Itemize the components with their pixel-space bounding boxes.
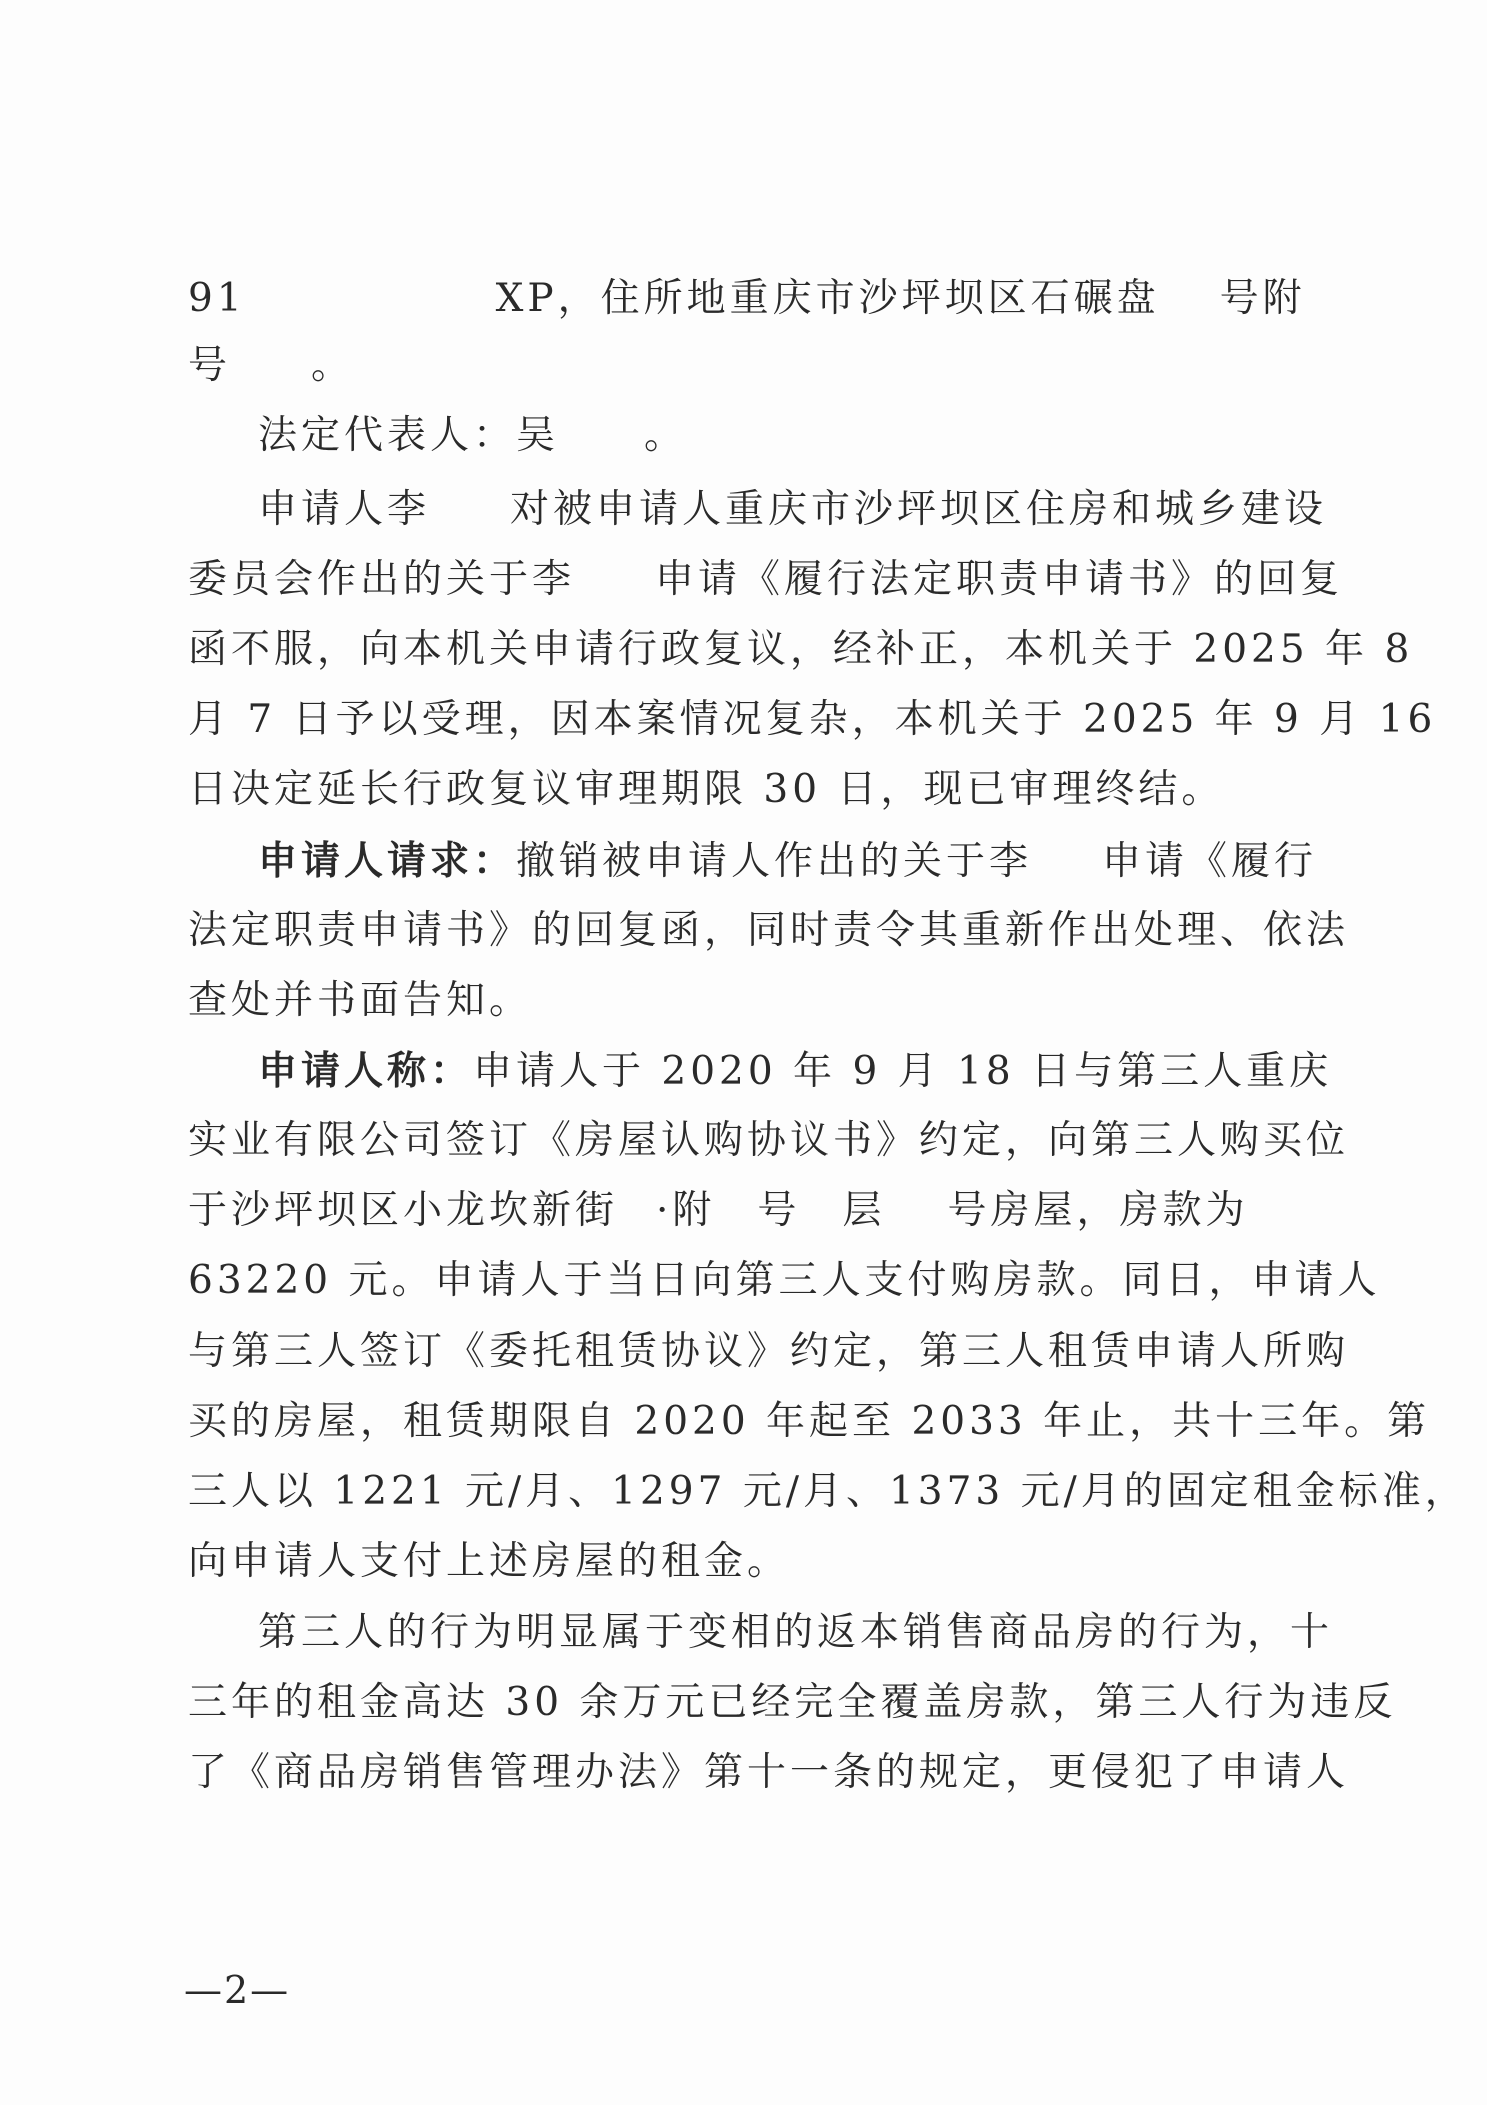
text-line-17: 买的房屋，租赁期限自 2020 年起至 2033 年止，共十三年。第 bbox=[188, 1399, 1431, 1444]
text-line-6: 函不服，向本机关申请行政复议，经补正，本机关于 2025 年 8 bbox=[188, 627, 1414, 672]
text-line-8: 日决定延长行政复议审理期限 30 日，现已审理终结。 bbox=[188, 767, 1225, 812]
text-line-15: 63220 元。申请人于当日向第三人支付购房款。同日，申请人 bbox=[188, 1258, 1381, 1303]
text-line-21: 三年的租金高达 30 余万元已经完全覆盖房款，第三人行为违反 bbox=[188, 1680, 1397, 1725]
text-line-1: 91 XP，住所地重庆市沙坪坝区石碾盘 号附 bbox=[188, 276, 1306, 321]
text-line-9: 申请人请求：撤销被申请人作出的关于李 申请《履行 bbox=[258, 838, 1318, 884]
section-label-request: 申请人请求： bbox=[258, 838, 517, 884]
text-line-5: 委员会作出的关于李 申请《履行法定职责申请书》的回复 bbox=[188, 557, 1344, 602]
text-line-14: 于沙坪坝区小龙坎新街 ·附 号 层 号房屋，房款为 bbox=[188, 1188, 1249, 1233]
text-line-7: 月 7 日予以受理，因本案情况复杂，本机关于 2025 年 9 月 16 bbox=[188, 697, 1437, 742]
page-number: —2— bbox=[184, 1968, 291, 2012]
text-line-2: 号 。 bbox=[188, 343, 355, 388]
text-line-13: 实业有限公司签订《房屋认购协议书》约定，向第三人购买位 bbox=[188, 1118, 1350, 1163]
text-line-22: 了《商品房销售管理办法》第十一条的规定，更侵犯了申请人 bbox=[188, 1750, 1350, 1795]
text-line-10: 法定职责申请书》的回复函，同时责令其重新作出处理、依法 bbox=[188, 908, 1350, 953]
text-line-3: 法定代表人：吴 。 bbox=[258, 413, 688, 458]
text-line-12: 申请人称：申请人于 2020 年 9 月 18 日与第三人重庆 bbox=[258, 1048, 1333, 1094]
text-line-19: 向申请人支付上述房屋的租金。 bbox=[188, 1539, 791, 1584]
text-line-16: 与第三人签订《委托租赁协议》约定，第三人租赁申请人所购 bbox=[188, 1329, 1350, 1374]
text-line-18: 三人以 1221 元/月、1297 元/月、1373 元/月的固定租金标准， bbox=[188, 1469, 1468, 1514]
text-line-4: 申请人李 对被申请人重庆市沙坪坝区住房和城乡建设 bbox=[258, 487, 1328, 532]
text-line-11: 查处并书面告知。 bbox=[188, 978, 533, 1023]
text-line-20: 第三人的行为明显属于变相的返本销售商品房的行为，十 bbox=[258, 1610, 1334, 1655]
section-label-statement: 申请人称： bbox=[258, 1048, 474, 1094]
